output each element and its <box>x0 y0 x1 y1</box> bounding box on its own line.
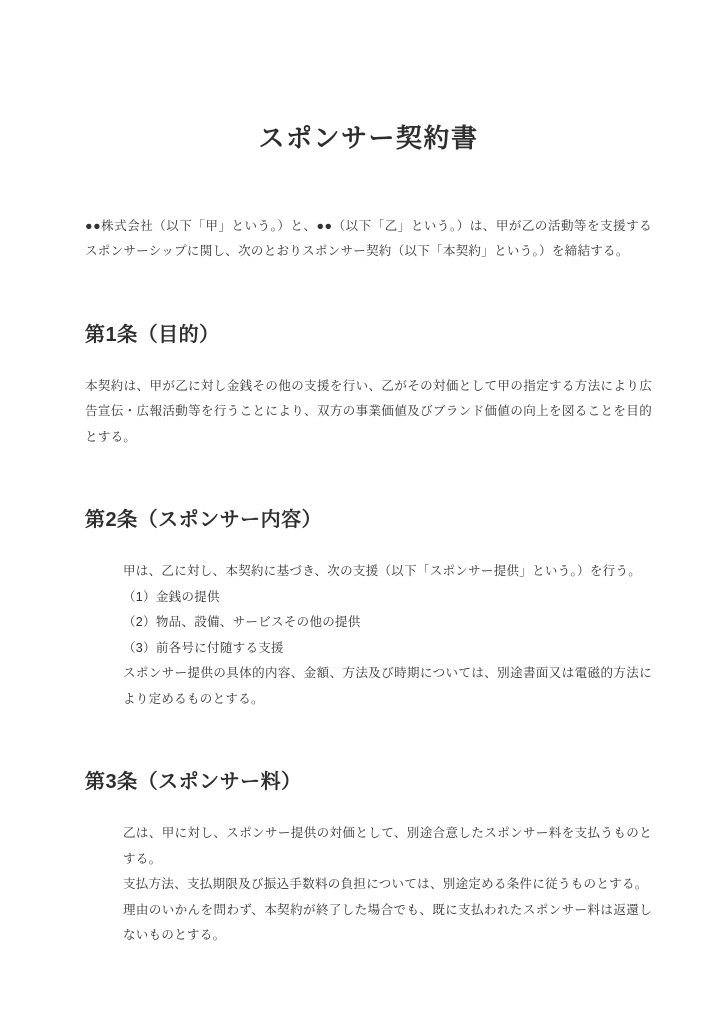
article-2-closing-paragraph: スポンサー提供の具体的内容、金額、方法及び時期については、別途書面又は電磁的方法により定めるものとする。 <box>123 666 652 706</box>
section-article-1 <box>85 321 652 451</box>
section-article-2 <box>85 506 652 712</box>
document-title: スポンサー契約書 <box>258 123 479 153</box>
article-3-paragraph-2: 支払方法、支払期限及び振込手数料の負担については、別途定める条件に従うものとする。 <box>123 877 648 892</box>
article-3-body <box>123 821 652 949</box>
article-2-list-item-2: （2）物品、設備、サービスその他の提供 <box>123 615 361 630</box>
article-2-list-item-1: （1）金銭の提供 <box>123 589 220 604</box>
article-2-list-item-3: （3）前各号に付随する支援 <box>123 640 284 655</box>
article-2-paragraph: 甲は、乙に対し、本契約に基づき、次の支援（以下「スポンサー提供」という。）を行う。 <box>123 564 642 579</box>
article-1-paragraph: 本契約は、甲が乙に対し金銭その他の支援を行い、乙がその対価として甲の指定する方法により広告宣伝・広報活動等を行うことにより、双方の事業価値及びブランド価値の向上を図ることを目的とする。 <box>85 378 652 444</box>
article-1-heading: 第1条（目的） <box>85 323 220 346</box>
article-2-body <box>123 559 652 712</box>
article-3-paragraph-1: 乙は、甲に対し、スポンサー提供の対価として、別途合意したスポンサー料を支払うものとする。 <box>123 826 652 866</box>
article-2-heading: 第2条（スポンサー内容） <box>85 509 323 532</box>
article-3-paragraph-3: 理由のいかんを問わず、本契約が終了した場合でも、既に支払われたスポンサー料は返還しないものとする。 <box>123 902 652 943</box>
article-3-heading: 第3条（スポンサー料） <box>85 771 302 794</box>
section-article-3 <box>85 768 652 949</box>
preamble-paragraph: ●●株式会社（以下「甲」という。）と、●●（以下「乙」という。）は、甲が乙の活動等を支援するスポンサーシップに関し、次のとおりスポンサー契約（以下「本契約」という。）を締結する。 <box>85 218 652 259</box>
